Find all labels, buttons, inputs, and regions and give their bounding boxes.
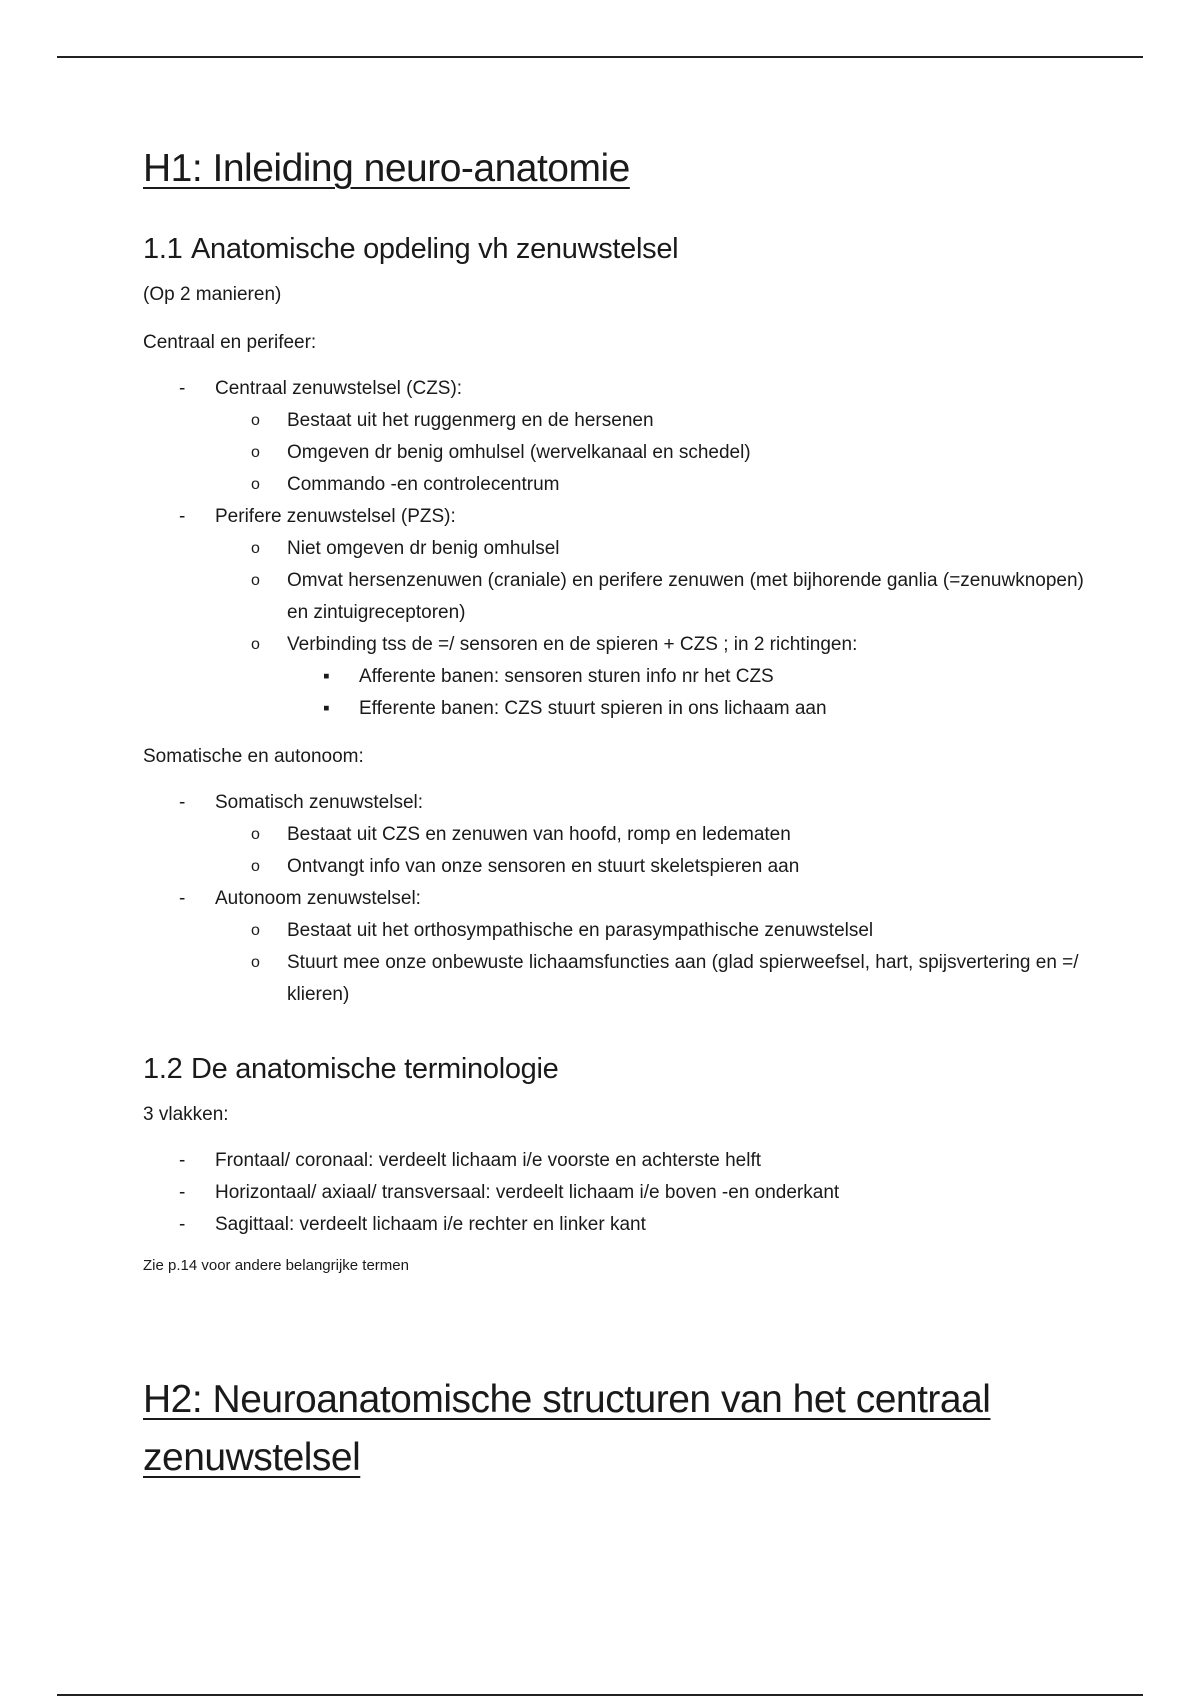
sublist-somatic bbox=[215, 819, 1103, 883]
group-heading-somatic-autonomic: Somatische en autonoom: bbox=[143, 746, 364, 767]
list-item bbox=[215, 533, 1103, 565]
circle-bullet: o bbox=[251, 412, 260, 429]
dash-bullet: - bbox=[179, 1150, 186, 1171]
list-item-autonomic bbox=[143, 883, 1103, 1011]
intro-text: (Op 2 manieren) bbox=[143, 284, 282, 305]
circle-bullet: o bbox=[251, 444, 260, 461]
list-item bbox=[287, 661, 1103, 693]
list-item-text: Sagittaal: verdeelt lichaam i/e rechter en linker kant bbox=[215, 1214, 646, 1235]
circle-bullet: o bbox=[251, 572, 260, 589]
group-heading-central-peripheral: Centraal en perifeer: bbox=[143, 332, 317, 353]
list-item-text: Frontaal/ coronaal: verdeelt lichaam i/e voorste en achterste helft bbox=[215, 1150, 762, 1171]
chapter-2-heading: H2: Neuroanatomische structuren van het centraal zenuwstelsel bbox=[143, 1378, 991, 1479]
circle-bullet: o bbox=[251, 826, 260, 843]
list-item bbox=[215, 629, 1103, 725]
list-item bbox=[215, 437, 1103, 469]
footer-rule bbox=[57, 1694, 1143, 1696]
document-page bbox=[143, 140, 1103, 1487]
planes-heading: 3 vlakken: bbox=[143, 1104, 229, 1125]
list-item bbox=[215, 405, 1103, 437]
list-item bbox=[215, 947, 1103, 1011]
dash-bullet: - bbox=[179, 378, 186, 399]
circle-bullet: o bbox=[251, 476, 260, 493]
list-item-somatic bbox=[143, 787, 1103, 883]
list-item-text: Stuurt mee onze onbewuste lichaamsfuncties aan (glad spierweefsel, hart, spijsvertering en =/ klieren) bbox=[287, 952, 1079, 1005]
sublist-pzs bbox=[215, 533, 1103, 725]
sublist-autonomic bbox=[215, 915, 1103, 1011]
list-planes bbox=[143, 1145, 1103, 1241]
list-item-text: Efferente banen: CZS stuurt spieren in ons lichaam aan bbox=[359, 698, 827, 719]
list-item-text: Omvat hersenzenuwen (craniale) en perifere zenuwen (met bijhorende ganlia (=zenuwknopen) en zintuigreceptoren) bbox=[287, 570, 1084, 623]
dash-bullet: - bbox=[179, 506, 186, 527]
list-item bbox=[215, 915, 1103, 947]
list-item-text: Bestaat uit het orthosympathische en parasympathische zenuwstelsel bbox=[287, 920, 874, 941]
section-title: Anatomische opdeling vh zenuwstelsel bbox=[191, 233, 679, 265]
list-somatic-autonomic bbox=[143, 787, 1103, 1011]
list-item bbox=[215, 469, 1103, 501]
circle-bullet: o bbox=[251, 954, 260, 971]
circle-bullet: o bbox=[251, 922, 260, 939]
list-item bbox=[215, 819, 1103, 851]
list-item-pzs bbox=[143, 501, 1103, 725]
dash-bullet: - bbox=[179, 1182, 186, 1203]
list-item-czs bbox=[143, 373, 1103, 501]
section-title: De anatomische terminologie bbox=[191, 1053, 559, 1085]
dash-bullet: - bbox=[179, 888, 186, 909]
list-item bbox=[143, 1177, 1103, 1209]
list-item-label: Perifere zenuwstelsel (PZS): bbox=[215, 506, 456, 527]
sublist-czs bbox=[215, 405, 1103, 501]
list-item-text: Omgeven dr benig omhulsel (wervelkanaal en schedel) bbox=[287, 442, 751, 463]
square-bullet: ▪ bbox=[323, 666, 330, 687]
section-number: 1.1 bbox=[143, 233, 183, 265]
chapter-1-heading: H1: Inleiding neuro-anatomie bbox=[143, 147, 630, 190]
list-item-text: Ontvangt info van onze sensoren en stuurt skeletspieren aan bbox=[287, 856, 800, 877]
list-item bbox=[215, 851, 1103, 883]
list-central-peripheral bbox=[143, 373, 1103, 725]
list-item-text: Niet omgeven dr benig omhulsel bbox=[287, 538, 560, 559]
square-bullet: ▪ bbox=[323, 698, 330, 719]
list-item bbox=[287, 693, 1103, 725]
dash-bullet: - bbox=[179, 1214, 186, 1235]
list-item bbox=[215, 565, 1103, 629]
list-item-label: Centraal zenuwstelsel (CZS): bbox=[215, 378, 463, 399]
circle-bullet: o bbox=[251, 540, 260, 557]
sublist-directions bbox=[287, 661, 1103, 725]
list-item bbox=[143, 1145, 1103, 1177]
list-item-text: Bestaat uit CZS en zenuwen van hoofd, romp en ledematen bbox=[287, 824, 791, 845]
section-number: 1.2 bbox=[143, 1053, 183, 1085]
list-item-text: Bestaat uit het ruggenmerg en de hersenen bbox=[287, 410, 654, 431]
list-item-text: Commando -en controlecentrum bbox=[287, 474, 560, 495]
circle-bullet: o bbox=[251, 636, 260, 653]
list-item-text: Horizontaal/ axiaal/ transversaal: verdeelt lichaam i/e boven -en onderkant bbox=[215, 1182, 840, 1203]
list-item bbox=[143, 1209, 1103, 1241]
circle-bullet: o bbox=[251, 858, 260, 875]
list-item-label: Somatisch zenuwstelsel: bbox=[215, 792, 424, 813]
list-item-label: Autonoom zenuwstelsel: bbox=[215, 888, 421, 909]
list-item-text: Verbinding tss de =/ sensoren en de spieren + CZS ; in 2 richtingen: bbox=[287, 634, 858, 655]
section-1-1-heading bbox=[143, 229, 1103, 269]
header-rule bbox=[57, 56, 1143, 58]
section-1-2-heading bbox=[143, 1049, 1103, 1089]
reference-note: Zie p.14 voor andere belangrijke termen bbox=[143, 1257, 409, 1274]
list-item-text: Afferente banen: sensoren sturen info nr het CZS bbox=[359, 666, 774, 687]
dash-bullet: - bbox=[179, 792, 186, 813]
